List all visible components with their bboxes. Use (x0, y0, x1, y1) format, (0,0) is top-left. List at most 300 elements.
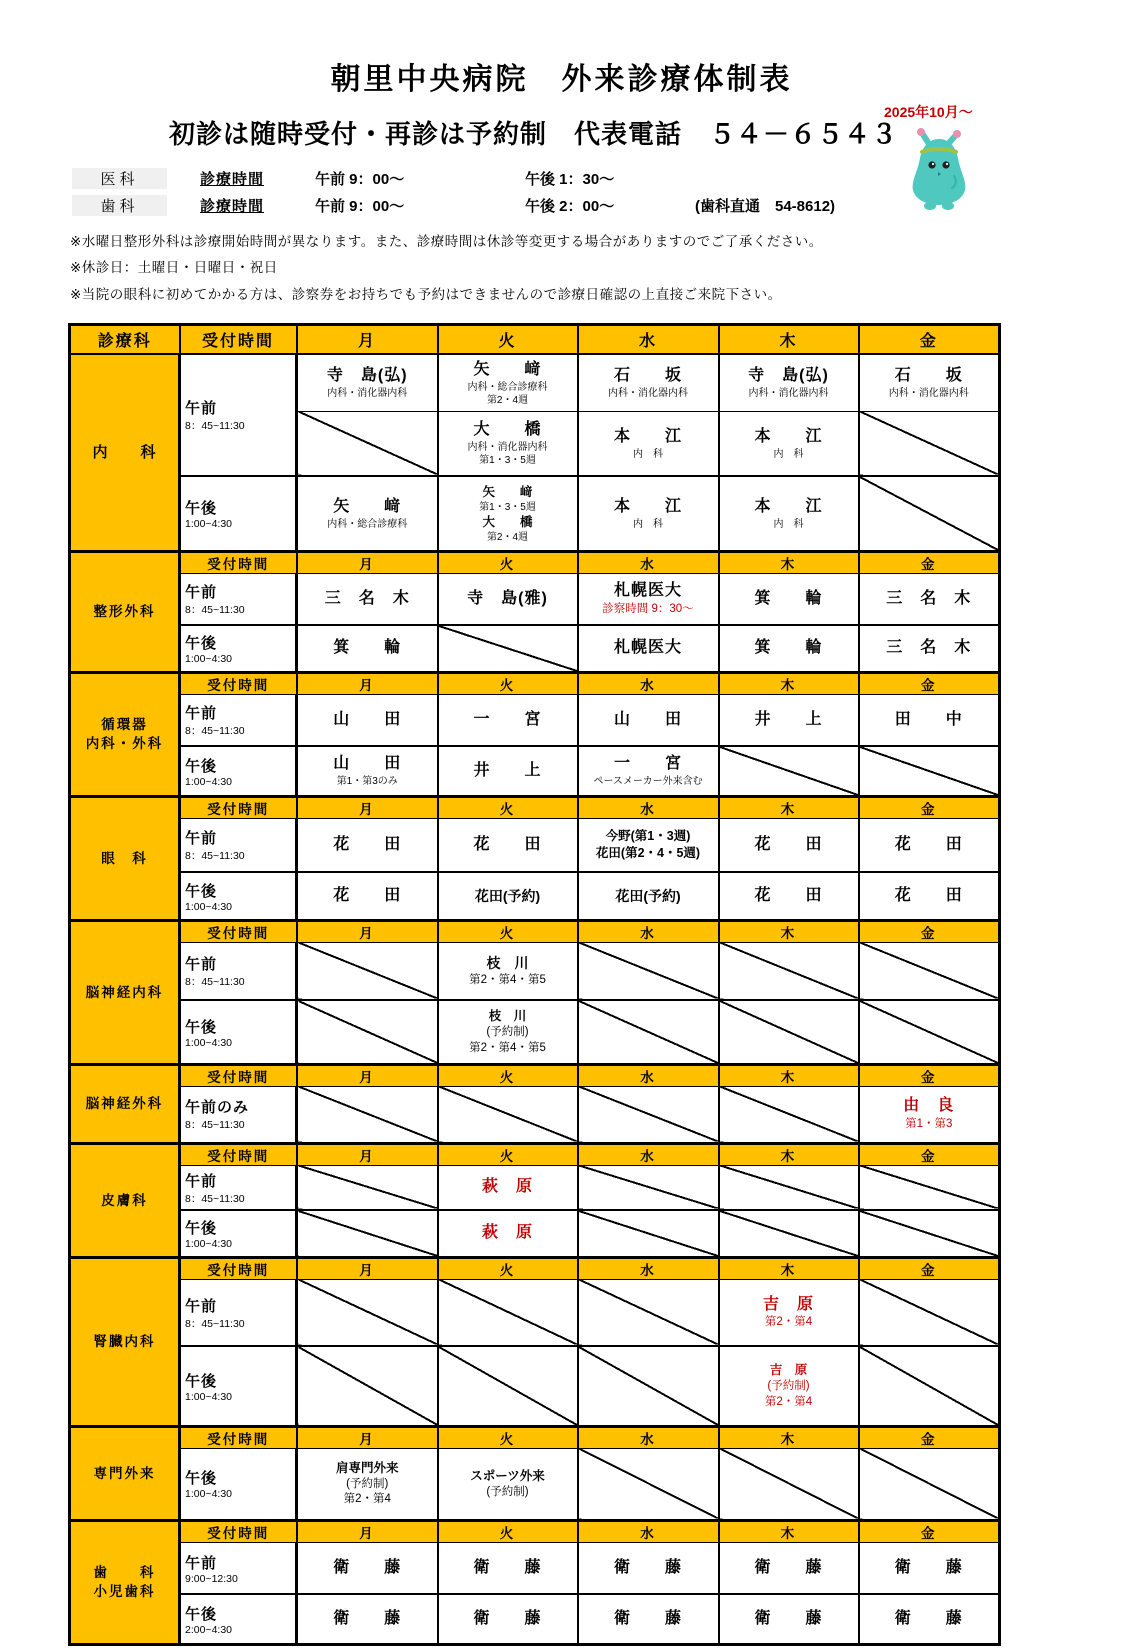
col-header-day: 木 (719, 672, 859, 694)
doctor-name: 本 江 (754, 427, 823, 445)
schedule-detail: (予約制) (767, 1380, 810, 1393)
doctor-name: 衛 藤 (333, 1558, 402, 1576)
schedule-detail: 第2・第4・第5 (469, 1041, 546, 1054)
time-period: 午後 (185, 1220, 218, 1238)
no-clinic-cell (297, 1210, 438, 1257)
doctor-name: 札幌医大 (613, 582, 682, 600)
schedule-cell (578, 818, 719, 872)
schedule-cell (719, 573, 859, 625)
schedule-cell (438, 746, 578, 796)
doctor-name: 山 田 (613, 710, 682, 728)
note-closed-days: ※休診日：土曜日・日曜日・祝日 (70, 260, 278, 276)
schedule-cell (578, 354, 719, 411)
doctor-name: 吉 原 (762, 1295, 814, 1313)
schedule-cell (719, 818, 859, 872)
schedule-row (70, 1346, 1000, 1426)
schedule-detail: スポーツ外来 (470, 1468, 545, 1483)
schedule-cell (297, 625, 438, 672)
doctor-name: 花田(予約) (474, 888, 541, 905)
col-header-day: 水 (578, 672, 719, 694)
schedule-cell (719, 476, 859, 551)
no-clinic-cell (297, 1346, 438, 1426)
schedule-cell (719, 1279, 859, 1346)
col-header-day: 水 (578, 1064, 719, 1086)
section-header-row (70, 1520, 1000, 1542)
reception-time-cell (180, 1086, 297, 1143)
schedule-row (70, 476, 1000, 551)
col-header-day: 火 (438, 796, 578, 818)
schedule-detail: (予約制) (486, 1026, 529, 1039)
department-label-line: 内科・外科 (85, 736, 164, 752)
reception-time-cell (180, 354, 297, 476)
schedule-cell (438, 1542, 578, 1594)
doctor-name: 三 名 木 (324, 589, 410, 607)
doctor-name: 石 坂 (894, 367, 963, 385)
col-header-day: 水 (578, 796, 719, 818)
doctor-name: 花 田 (333, 835, 402, 853)
col-header-day: 木 (719, 1257, 859, 1279)
doctor-name: 花 田 (894, 835, 963, 853)
section-header-row (70, 1064, 1000, 1086)
col-header-reception-time: 受付時間 (180, 1143, 297, 1165)
col-header-reception-time: 受付時間 (180, 672, 297, 694)
schedule-detail: 第2・第4 (343, 1493, 391, 1506)
no-clinic-cell (719, 1000, 859, 1064)
schedule-detail: 内 科 (633, 518, 663, 530)
schedule-cell (438, 872, 578, 920)
time-period: 午後 (185, 757, 218, 775)
col-header-day: 火 (438, 672, 578, 694)
no-clinic-cell (859, 1448, 1000, 1520)
doctor-name: 山 田 (333, 710, 402, 728)
section-header-row (70, 796, 1000, 818)
section-header-row (70, 1257, 1000, 1279)
no-clinic-cell (719, 746, 859, 796)
reception-time-cell (180, 1448, 297, 1520)
schedule-cell (438, 1594, 578, 1644)
col-header-day: 水 (578, 1426, 719, 1448)
department-label-line: 眼 科 (101, 850, 148, 866)
col-header-day: 金 (859, 796, 1000, 818)
department-label-line: 専門外来 (93, 1465, 156, 1481)
time-period: 午後 (185, 1605, 218, 1623)
schedule-cell (578, 573, 719, 625)
time-range: 2:00~4:30 (185, 1623, 233, 1636)
schedule-cell (859, 1086, 1000, 1143)
doctor-name: 三 名 木 (886, 589, 972, 607)
no-clinic-cell (719, 1086, 859, 1143)
schedule-detail: ペースメーカー外来含む (593, 776, 703, 788)
schedule-cell (438, 1000, 578, 1064)
doctor-name: 寺 島(弘) (748, 367, 829, 385)
no-clinic-cell (578, 1000, 719, 1064)
no-clinic-cell (438, 1086, 578, 1143)
schedule-cell (297, 1448, 438, 1520)
schedule-row (70, 818, 1000, 872)
schedule-row (70, 1542, 1000, 1594)
note-wednesday-ortho: ※水曜日整形外科は診療開始時間が異なります。また、診療時間は休診等変更する場合がありますのでご了承ください。 (70, 234, 823, 249)
no-clinic-cell (719, 1210, 859, 1257)
department-label-line: 皮膚科 (101, 1192, 148, 1208)
time-range: 1:00~4:30 (185, 653, 233, 666)
schedule-cell (719, 1346, 859, 1426)
col-header-reception-time: 受付時間 (180, 1257, 297, 1279)
hours-label: 診療時間 (200, 198, 265, 215)
col-header-day: 月 (297, 1064, 438, 1086)
schedule-cell (578, 1594, 719, 1644)
reception-time-cell (180, 1000, 297, 1064)
time-period: 午前 (185, 1172, 218, 1190)
schedule-detail: 枝 川 (488, 1009, 527, 1024)
time-period: 午後 (185, 500, 218, 518)
time-range: 1:00~4:30 (185, 1036, 233, 1049)
col-header-day: 水 (578, 1520, 719, 1542)
schedule-cell (297, 476, 438, 551)
hours-label: 診療時間 (200, 171, 265, 188)
no-clinic-cell (859, 1210, 1000, 1257)
schedule-row (70, 1086, 1000, 1143)
col-header-day: 木 (719, 1426, 859, 1448)
reception-time-cell (180, 476, 297, 551)
reception-time-cell (180, 1542, 297, 1594)
doctor-name: 花 田 (894, 886, 963, 904)
schedule-detail: 第2・第4・第5 (469, 973, 546, 986)
col-header-day: 木 (719, 324, 859, 354)
doctor-name: 井 上 (473, 761, 542, 779)
time-period: 午後 (185, 882, 218, 900)
time-range: 1:00~4:30 (185, 900, 233, 913)
no-clinic-cell (578, 942, 719, 1000)
schedule-row (70, 625, 1000, 672)
time-range: 1:00~4:30 (185, 1390, 233, 1403)
schedule-detail: 第2・4週 (486, 394, 529, 406)
no-clinic-cell (859, 411, 1000, 476)
col-header-day: 木 (719, 1064, 859, 1086)
medical-am-hours: 午前 9：00～ (315, 171, 405, 188)
no-clinic-cell (719, 942, 859, 1000)
schedule-cell (297, 818, 438, 872)
col-header-day: 金 (859, 324, 1000, 354)
col-header-day: 金 (859, 672, 1000, 694)
time-period: 午後 (185, 1018, 218, 1036)
schedule-cell (438, 694, 578, 746)
doctor-name: 衛 藤 (473, 1558, 542, 1576)
col-header-day: 木 (719, 920, 859, 942)
schedule-row (70, 872, 1000, 920)
col-header-day: 火 (438, 1426, 578, 1448)
table-header-row (70, 324, 1000, 354)
no-clinic-cell (859, 746, 1000, 796)
col-header-day: 火 (438, 324, 578, 354)
time-period: 午後 (185, 1470, 218, 1488)
schedule-cell (578, 1542, 719, 1594)
department-label (70, 1064, 180, 1143)
no-clinic-cell (859, 476, 1000, 551)
doctor-name: 衛 藤 (894, 1609, 963, 1627)
col-header-day: 水 (578, 324, 719, 354)
col-header-day: 金 (859, 1426, 1000, 1448)
schedule-cell (578, 746, 719, 796)
schedule-cell (297, 746, 438, 796)
no-clinic-cell (578, 1086, 719, 1143)
time-range: 8：45~11:30 (185, 420, 245, 433)
time-period: 午前 (185, 830, 218, 848)
doctor-name: 一 宮 (473, 710, 542, 728)
schedule-cell (578, 872, 719, 920)
schedule-cell (297, 872, 438, 920)
doctor-name: 花 田 (754, 886, 823, 904)
schedule-detail: 第2・4週 (486, 531, 529, 543)
doctor-name: 山 田 (333, 755, 402, 773)
col-header-day: 木 (719, 1520, 859, 1542)
medical-label: 医科 (72, 168, 167, 189)
doctor-name: 箕 輪 (754, 589, 823, 607)
schedule-detail: 内科・消化器内科 (888, 388, 969, 400)
schedule-detail: 内科・消化器内科 (467, 442, 548, 454)
department-label-line: 脳神経内科 (85, 984, 164, 1000)
schedule-row (70, 1594, 1000, 1644)
no-clinic-cell (859, 1346, 1000, 1426)
col-header-day: 木 (719, 1143, 859, 1165)
medical-pm-hours: 午後 1：30～ (525, 171, 615, 188)
section-header-row (70, 1426, 1000, 1448)
department-label-line: 整形外科 (93, 604, 156, 620)
doctor-name: 井 上 (754, 710, 823, 728)
doctor-name: 衛 藤 (473, 1609, 542, 1627)
schedule-cell (438, 411, 578, 476)
schedule-cell (859, 1594, 1000, 1644)
reception-time-cell (180, 1165, 297, 1210)
no-clinic-cell (297, 1279, 438, 1346)
col-header-reception-time: 受付時間 (180, 1064, 297, 1086)
schedule-detail: (予約制) (346, 1477, 389, 1490)
schedule-cell (438, 942, 578, 1000)
schedule-cell (438, 354, 578, 411)
doctor-name: 本 江 (613, 427, 682, 445)
col-header-reception-time: 受付時間 (180, 1426, 297, 1448)
col-header-day: 火 (438, 1064, 578, 1086)
col-header-day: 月 (297, 324, 438, 354)
time-period: 午前 (185, 956, 218, 974)
schedule-detail: 診察時間 9：30～ (602, 602, 694, 615)
no-clinic-cell (578, 1448, 719, 1520)
doctor-name: 衛 藤 (894, 1558, 963, 1576)
reception-time-cell (180, 1346, 297, 1426)
dental-pm-hours: 午後 2：00～ (525, 198, 615, 215)
schedule-detail: 第1・3・5週 (479, 455, 536, 467)
department-label (70, 354, 180, 551)
no-clinic-cell (438, 625, 578, 672)
col-header-day: 金 (859, 1257, 1000, 1279)
no-clinic-cell (719, 1448, 859, 1520)
reception-time-cell (180, 818, 297, 872)
schedule-cell (719, 1542, 859, 1594)
schedule-cell (438, 1165, 578, 1210)
time-period: 午前 (185, 584, 218, 602)
section-header-row (70, 1143, 1000, 1165)
col-header-day: 火 (438, 1143, 578, 1165)
time-period: 午前 (185, 1297, 218, 1315)
schedule-row (70, 1279, 1000, 1346)
schedule-detail: 第1・第3 (905, 1118, 953, 1131)
doctor-name: 三 名 木 (886, 639, 972, 657)
schedule-detail: (予約制) (486, 1485, 529, 1498)
col-header-day: 金 (859, 551, 1000, 573)
doctor-name: 田 中 (894, 710, 963, 728)
col-header-day: 月 (297, 796, 438, 818)
time-period: 午前 (185, 1554, 218, 1572)
col-header-day: 木 (719, 551, 859, 573)
department-label (70, 796, 180, 920)
reception-time-cell (180, 1279, 297, 1346)
schedule-cell (438, 1210, 578, 1257)
schedule-cell (297, 354, 438, 411)
col-header-reception-time: 受付時間 (180, 920, 297, 942)
dental-am-hours: 午前 9：00～ (315, 198, 405, 215)
department-label-line: 腎臓内科 (93, 1334, 156, 1350)
notes (70, 229, 1123, 308)
schedule-cell (578, 411, 719, 476)
no-clinic-cell (438, 1279, 578, 1346)
no-clinic-cell (578, 1346, 719, 1426)
doctor-name: 衛 藤 (754, 1558, 823, 1576)
schedule-cell (578, 694, 719, 746)
col-header-reception-time: 受付時間 (180, 324, 297, 354)
doctor-name: 萩 原 (481, 1224, 533, 1242)
col-header-day: 金 (859, 1143, 1000, 1165)
schedule-detail: 内 科 (773, 448, 804, 460)
col-header-day: 火 (438, 551, 578, 573)
department-label (70, 1257, 180, 1426)
time-range: 8：45~11:30 (185, 604, 245, 617)
schedule-cell (578, 625, 719, 672)
col-header-reception-time: 受付時間 (180, 1520, 297, 1542)
reception-time-cell (180, 625, 297, 672)
no-clinic-cell (578, 1210, 719, 1257)
reception-time-cell (180, 942, 297, 1000)
outpatient-schedule-table (68, 323, 1001, 1646)
col-header-day: 火 (438, 920, 578, 942)
col-header-day: 月 (297, 1520, 438, 1542)
doctor-name: 一 宮 (613, 755, 682, 773)
schedule-row (70, 746, 1000, 796)
schedule-row (70, 1165, 1000, 1210)
col-header-day: 火 (438, 1520, 578, 1542)
no-clinic-cell (719, 1165, 859, 1210)
schedule-cell (578, 476, 719, 551)
time-range: 1:00~4:30 (185, 1488, 233, 1501)
doctor-name: 衛 藤 (613, 1609, 682, 1627)
reception-time-cell (180, 872, 297, 920)
schedule-detail: 内 科 (633, 448, 663, 460)
section-header-row (70, 551, 1000, 573)
schedule-cell (719, 694, 859, 746)
time-range: 1:00~4:30 (185, 775, 233, 788)
doctor-name: 花 田 (473, 835, 542, 853)
doctor-name: 本 江 (754, 497, 823, 515)
schedule-detail: 内科・消化器内科 (748, 388, 829, 400)
department-label-line: 循環器 (101, 716, 148, 732)
schedule-cell (297, 1594, 438, 1644)
section-header-row (70, 672, 1000, 694)
time-range: 1:00~4:30 (185, 518, 233, 531)
no-clinic-cell (859, 1279, 1000, 1346)
reception-time-cell (180, 746, 297, 796)
schedule-cell (859, 573, 1000, 625)
no-clinic-cell (297, 942, 438, 1000)
schedule-detail: 第2・第4 (764, 1395, 813, 1408)
schedule-cell (297, 1542, 438, 1594)
schedule-detail: 第1・3・5週 (479, 501, 536, 513)
doctor-name: 由 良 (903, 1097, 955, 1115)
no-clinic-cell (297, 1000, 438, 1064)
doctor-name: 寺 島(弘) (326, 367, 408, 385)
time-range: 8：45~11:30 (185, 1317, 245, 1330)
page-title: 朝里中央病院 外来診療体制表 (330, 63, 793, 96)
department-label (70, 920, 180, 1064)
schedule-cell (859, 694, 1000, 746)
reception-policy-and-phone: 初診は随時受付・再診は予約制 代表電話 ５４－６５４３ (168, 119, 898, 149)
no-clinic-cell (297, 1165, 438, 1210)
no-clinic-cell (297, 1086, 438, 1143)
col-header-day: 水 (578, 551, 719, 573)
time-period: 午後 (185, 1372, 218, 1390)
schedule-cell (859, 625, 1000, 672)
doctor-name: 萩 原 (481, 1178, 533, 1196)
doctor-name: 花 田 (754, 835, 823, 853)
col-header-reception-time: 受付時間 (180, 551, 297, 573)
schedule-row (70, 942, 1000, 1000)
col-header-day: 月 (297, 551, 438, 573)
col-header-day: 月 (297, 1257, 438, 1279)
time-range: 8：45~11:30 (185, 1119, 245, 1132)
time-range: 8：45~11:30 (185, 725, 245, 738)
reception-time-cell (180, 1210, 297, 1257)
reception-time-cell (180, 573, 297, 625)
no-clinic-cell (859, 942, 1000, 1000)
no-clinic-cell (578, 1165, 719, 1210)
department-label-line: 小児歯科 (93, 1584, 156, 1600)
doctor-name: 石 坂 (613, 367, 682, 385)
department-label-line: 内 科 (92, 443, 157, 461)
schedule-row (70, 573, 1000, 625)
effective-date: 2025年10月～ (884, 104, 973, 120)
schedule-cell (438, 1448, 578, 1520)
section-header-row (70, 920, 1000, 942)
doctor-name: 箕 輪 (754, 639, 823, 657)
doctor-name: 矢 﨑 (333, 497, 402, 515)
col-header-day: 金 (859, 1064, 1000, 1086)
schedule-detail: 今野(第1・3週) (605, 829, 691, 844)
dental-label: 歯科 (72, 195, 167, 216)
time-period: 午後 (185, 635, 218, 653)
schedule-detail: 第2・第4 (764, 1316, 813, 1329)
schedule-cell (438, 476, 578, 551)
reception-time-cell (180, 694, 297, 746)
note-ophthalmology-first-visit: ※当院の眼科に初めてかかる方は、診察券をお持ちでも予約はできませんので診療日確認の上直接ご来院下さい。 (70, 286, 782, 302)
time-range: 1:00~4:30 (185, 1238, 233, 1251)
col-header-day: 月 (297, 1426, 438, 1448)
schedule-row (70, 1000, 1000, 1064)
time-range: 8：45~11:30 (185, 976, 245, 989)
department-label-line: 脳神経外科 (85, 1096, 164, 1112)
reception-time-cell (180, 1594, 297, 1644)
schedule-row (70, 1210, 1000, 1257)
no-clinic-cell (297, 411, 438, 476)
schedule-detail: 第1・第3のみ (336, 776, 398, 788)
schedule-cell (859, 818, 1000, 872)
schedule-detail: 内科・総合診療科 (327, 518, 408, 530)
